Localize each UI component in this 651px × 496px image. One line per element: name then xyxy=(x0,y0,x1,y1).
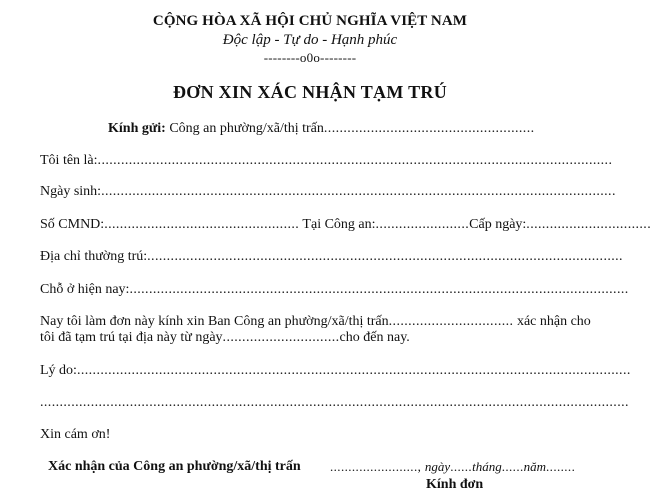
dob-label: Ngày sinh: xyxy=(40,184,102,199)
reason-line xyxy=(40,363,631,379)
id-field[interactable]: .................................................. xyxy=(104,217,300,232)
current-address-field[interactable]: ................................................................................................................................ xyxy=(129,282,629,297)
year-label: năm xyxy=(523,459,547,474)
year-field[interactable]: ........ xyxy=(546,459,576,474)
header-separator: --------o0o-------- xyxy=(263,50,357,65)
permanent-address-label: Địa chỉ thường trú: xyxy=(40,249,148,264)
recipient-label: Kính gửi: xyxy=(108,121,166,136)
request-text-1: Nay tôi làm đơn này kính xin Ban Công an phường/xã/thị trấn xyxy=(40,314,389,329)
name-label: Tôi tên là: xyxy=(40,153,98,168)
reason-label: Lý do: xyxy=(40,363,77,378)
permanent-address-line xyxy=(40,249,623,265)
reason-field[interactable]: .............................................................................................................................................. xyxy=(76,363,631,378)
request-ward-field[interactable]: ................................ xyxy=(388,314,514,329)
recipient-field[interactable]: ...................................................... xyxy=(323,121,535,136)
id-line xyxy=(40,217,651,233)
current-address-label: Chỗ ở hiện nay: xyxy=(40,282,130,297)
request-date-field[interactable]: .............................. xyxy=(222,330,340,345)
request-line-2 xyxy=(40,330,590,346)
issue-date-field[interactable]: ................................ xyxy=(526,217,651,232)
id-label: Số CMND: xyxy=(40,217,105,232)
current-address-line xyxy=(40,282,629,298)
place-field[interactable]: ........................, xyxy=(330,459,425,474)
police-label: Tại Công an: xyxy=(299,217,376,232)
request-line-1 xyxy=(40,314,600,330)
issue-date-label: Cấp ngày: xyxy=(469,217,527,232)
dob-field[interactable]: .................................................................................................................................... xyxy=(101,184,616,199)
name-line xyxy=(40,153,613,169)
recipient-line xyxy=(108,121,535,137)
month-label: tháng xyxy=(472,459,502,474)
name-field[interactable]: .................................................................................................................................... xyxy=(97,153,613,168)
request-tail-1: xác nhận cho xyxy=(513,314,591,329)
dob-line xyxy=(40,184,616,200)
month-field[interactable]: ...... xyxy=(501,459,524,474)
request-tail-2: cho đến nay. xyxy=(339,330,410,345)
applicant-signature-label: Kính đơn xyxy=(426,477,484,492)
reason-continued-field[interactable]: ....................................................................................................................................................... xyxy=(40,395,629,410)
date-place-line xyxy=(330,459,575,475)
day-field[interactable]: ...... xyxy=(450,459,473,474)
recipient-text: Công an phường/xã/thị trấn xyxy=(165,121,324,136)
day-label: ngày xyxy=(424,459,451,474)
reason-continued-line xyxy=(40,395,629,411)
permanent-address-field[interactable]: .......................................................................................................................... xyxy=(147,249,623,264)
thanks-text: Xin cám ơn! xyxy=(40,427,111,442)
form-title: ĐƠN XIN XÁC NHẬN TẠM TRÚ xyxy=(172,82,448,102)
police-field[interactable]: ........................ xyxy=(375,217,470,232)
request-text-2: tôi đã tạm trú tại địa này từ ngày xyxy=(40,330,223,345)
police-confirmation-label: Xác nhận của Công an phường/xã/thị trấn xyxy=(48,459,301,474)
national-motto: Độc lập - Tự do - Hạnh phúc xyxy=(222,32,398,48)
national-title: CỘNG HÒA XÃ HỘI CHỦ NGHĨA VIỆT NAM xyxy=(152,13,468,29)
